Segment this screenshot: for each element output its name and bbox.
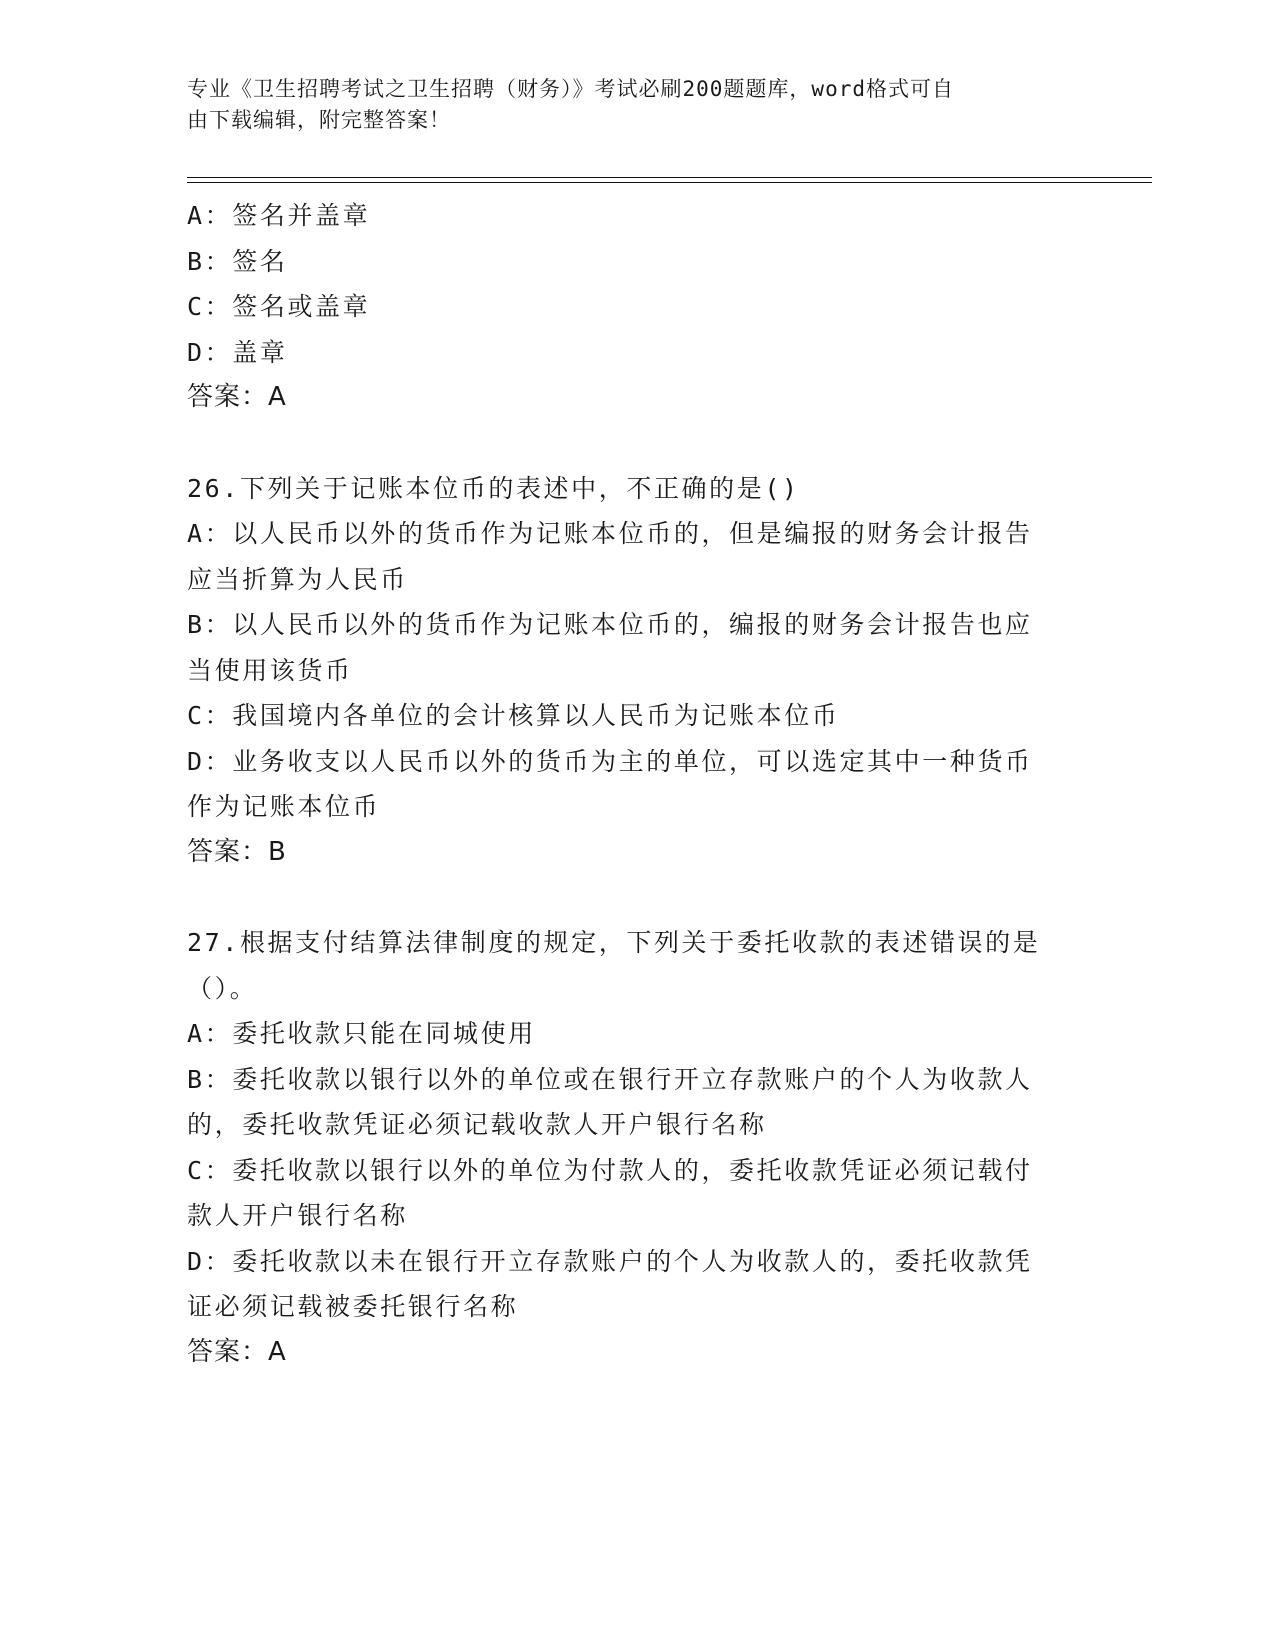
option-b: B：签名 xyxy=(187,246,288,276)
option-a-line-1: A：委托收款只能在同城使用 xyxy=(187,1019,536,1048)
answer: 答案：B xyxy=(187,836,287,867)
option-d-line-2: 证必须记载被委托银行名称 xyxy=(187,1292,519,1321)
question-25 xyxy=(187,193,1082,421)
option-d-line-2: 作为记账本位币 xyxy=(187,792,381,821)
question-27 xyxy=(187,920,1082,1375)
header-divider-top xyxy=(187,177,1152,178)
option-b-line-2: 当使用该货币 xyxy=(187,655,353,685)
option-d: D：盖章 xyxy=(187,337,288,367)
option-a-line-2: 应当折算为人民币 xyxy=(187,564,408,594)
option-d-line-1: D：业务收支以人民币以外的货币为主的单位，可以选定其中一种货币 xyxy=(187,746,1033,776)
option-b-line-1: B：委托收款以银行以外的单位或在银行开立存款账户的个人为收款人 xyxy=(187,1064,1033,1094)
document-header xyxy=(187,74,1067,136)
option-c-line-1: C：委托收款以银行以外的单位为付款人的，委托收款凭证必须记载付 xyxy=(187,1155,1033,1185)
header-line-1: 专业《卫生招聘考试之卫生招聘（财务）》考试必刷200题题库，word格式可自 xyxy=(187,77,954,101)
spacer xyxy=(187,875,1082,920)
option-c: C：签名或盖章 xyxy=(187,292,371,321)
option-b-line-2: 的，委托收款凭证必须记载收款人开户银行名称 xyxy=(187,1110,767,1139)
option-c-line-1: C：我国境内各单位的会计核算以人民币为记账本位币 xyxy=(187,701,840,730)
header-line-2: 由下载编辑，附完整答案！ xyxy=(187,108,451,132)
question-list xyxy=(187,193,1082,1375)
header-divider-bottom xyxy=(187,182,1152,183)
question-26 xyxy=(187,466,1082,876)
question-text: 26.下列关于记账本位币的表述中，不正确的是() xyxy=(187,473,800,503)
option-b-line-1: B：以人民币以外的货币作为记账本位币的，编报的财务会计报告也应 xyxy=(187,610,1033,639)
option-c-line-2: 款人开户银行名称 xyxy=(187,1201,408,1230)
option-d-line-1: D：委托收款以未在银行开立存款账户的个人为收款人的，委托收款凭 xyxy=(187,1246,1033,1276)
option-a: A：签名并盖章 xyxy=(187,201,371,230)
option-a-line-1: A：以人民币以外的货币作为记账本位币的，但是编报的财务会计报告 xyxy=(187,519,1033,548)
spacer xyxy=(187,421,1082,466)
question-text-line-1: 27.根据支付结算法律制度的规定，下列关于委托收款的表述错误的是 xyxy=(187,928,1041,957)
answer: 答案：A xyxy=(187,1336,287,1367)
question-text-line-2: （）。 xyxy=(187,973,258,1003)
answer: 答案：A xyxy=(187,382,287,412)
